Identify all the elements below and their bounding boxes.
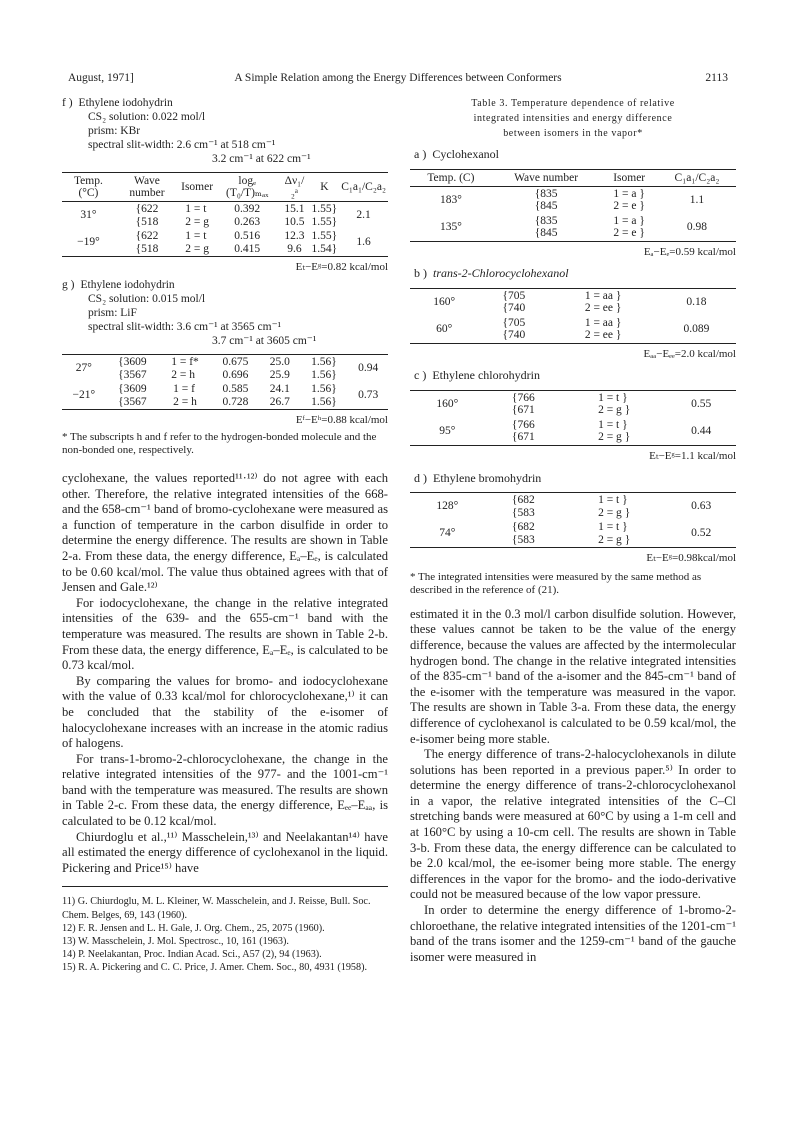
ratio-cell: 0.94 bbox=[358, 362, 379, 375]
value: 766 bbox=[517, 418, 535, 431]
value: 2 = ee bbox=[584, 329, 614, 342]
value: 2 = ee bbox=[584, 302, 614, 315]
dv-cell bbox=[260, 355, 300, 383]
data-table-3d bbox=[410, 492, 736, 548]
value: 0.392 bbox=[234, 203, 261, 215]
value: 682 bbox=[517, 521, 535, 534]
value: 835 bbox=[540, 187, 558, 200]
condition-line: prism: LiF bbox=[88, 307, 137, 319]
energy-difference: Eₐ−Eₑ=0.59 kcal/mol bbox=[643, 245, 736, 258]
value: 845 bbox=[540, 227, 558, 240]
col-header: Δν₁/₂ᵃ bbox=[279, 173, 309, 202]
value: 845 bbox=[540, 200, 558, 213]
section-title: Ethylene iodohydrin bbox=[80, 279, 175, 291]
value: 740 bbox=[508, 302, 526, 315]
value: 766 bbox=[517, 391, 535, 404]
value: 682 bbox=[517, 494, 535, 507]
temp-cell: 95° bbox=[439, 425, 456, 438]
value: 1 = t bbox=[598, 494, 620, 507]
condition-line: 3.7 cm⁻¹ at 3605 cm⁻¹ bbox=[212, 335, 317, 347]
log-cell bbox=[215, 202, 279, 230]
value: 1.56 bbox=[311, 356, 332, 368]
col-header: C₁a₁/C₂a₂ bbox=[658, 169, 736, 186]
value: 1 = f bbox=[173, 383, 195, 395]
value: 0.415 bbox=[234, 242, 261, 255]
caption-line: integrated intensities and energy difference bbox=[473, 113, 673, 124]
dv-cell bbox=[279, 202, 309, 230]
data-table-3c bbox=[410, 390, 736, 446]
table-footnote: * The integrated intensities were measured by the same method as described in the reference of (21). bbox=[410, 570, 702, 596]
section-label: f ) bbox=[62, 97, 73, 109]
value: 1.55 bbox=[311, 215, 332, 228]
table-row bbox=[410, 493, 736, 521]
table-2g-block bbox=[62, 278, 388, 457]
left-column bbox=[62, 96, 388, 975]
right-column bbox=[410, 96, 736, 965]
value: 1.55 bbox=[311, 203, 332, 215]
reference-item: 12) F. R. Jensen and L. H. Gale, J. Org. Chem., 25, 2075 (1960). bbox=[62, 922, 325, 934]
iso-cell: 1 = t } 2 = g } bbox=[598, 494, 631, 519]
value: 1 = a bbox=[613, 214, 637, 227]
col-header: Wave number bbox=[115, 173, 179, 202]
iso-cell: 1 = a } 2 = e } bbox=[613, 187, 645, 213]
references bbox=[62, 886, 388, 974]
table-row bbox=[410, 186, 736, 214]
k-cell: 1.55} 1.54} bbox=[311, 230, 338, 255]
section-heading bbox=[414, 147, 736, 163]
dv-cell bbox=[260, 382, 300, 410]
log-cell bbox=[215, 229, 279, 257]
ratio-cell: 0.73 bbox=[358, 389, 379, 402]
wn-cell: {682 {583 bbox=[511, 521, 535, 546]
value: 9.6 bbox=[287, 242, 302, 255]
temp-cell: 31° bbox=[80, 209, 97, 222]
value: 671 bbox=[517, 431, 535, 444]
value: 2 = h bbox=[173, 395, 197, 408]
value: 1.56 bbox=[311, 383, 332, 395]
value: 0.263 bbox=[234, 215, 261, 228]
paragraph: estimated it in the 0.3 mol/l carbon disulfide solution. However, these values cannot be taken to be the value of the energy difference, because the values are affected by the intermolecular hydrogen bond. The change in the relative integrated intensities of the 835-cm⁻¹ band of the a-isomer and the 845-cm⁻¹ band of the e-isomer with the temperature was measured in the vapor. The results are shown in Table 3-a. From these data, the energy difference of cyclohexanol is calculated to be 0.59 kcal/mol, the e-isomer being more stable. bbox=[410, 606, 736, 746]
value: 1 = a bbox=[613, 187, 637, 200]
table-row bbox=[410, 288, 736, 316]
value: 2 = g bbox=[185, 242, 209, 255]
ratio-cell: 0.63 bbox=[691, 500, 712, 513]
value: 0.696 bbox=[222, 368, 249, 381]
energy-difference: Eₜ−Eᵍ=1.1 kcal/mol bbox=[649, 449, 736, 462]
section-title: Ethylene chlorohydrin bbox=[432, 368, 540, 383]
log-cell bbox=[211, 382, 260, 410]
table-3-caption bbox=[410, 96, 736, 141]
ratio-cell: 0.18 bbox=[686, 296, 707, 309]
value: 1.54 bbox=[311, 242, 332, 255]
table-row bbox=[62, 229, 388, 257]
col-header: Isomer bbox=[600, 169, 658, 186]
iso-cell bbox=[179, 202, 215, 230]
table-row bbox=[410, 418, 736, 446]
condition-line: CS₂ solution: 0.022 mol/l bbox=[88, 111, 206, 123]
header-date: August, 1971] bbox=[68, 72, 134, 84]
paragraph: For iodocyclohexane, the change in the relative integrated intensities of the 639- and the 655-cm⁻¹ band with the temperature was measured. The results are shown in Table 2-b. From these data, the energy difference, Eₐ–Eₑ, is calculated to be 0.73 kcal/mol. bbox=[62, 595, 388, 673]
energy-difference: Eₜ−Eᵍ=0.98kcal/mol bbox=[646, 552, 736, 565]
ratio-cell: 0.44 bbox=[691, 425, 712, 438]
wn-cell: {622 {518 bbox=[135, 203, 159, 228]
k-cell: 1.55} 1.55} bbox=[311, 203, 338, 228]
value: 1 = t bbox=[185, 203, 207, 215]
temp-cell: 135° bbox=[439, 220, 462, 233]
value: 2 = g bbox=[598, 506, 622, 519]
col-header: Wave number bbox=[492, 169, 601, 186]
section-label: c ) bbox=[414, 368, 427, 383]
value: 583 bbox=[517, 533, 535, 546]
wn-cell: {622 {518 bbox=[135, 230, 159, 255]
energy-difference: Eₐₐ−Eₑₑ=2.0 kcal/mol bbox=[643, 347, 736, 360]
value: 1 = t bbox=[598, 521, 620, 534]
table-row bbox=[62, 202, 388, 230]
wn-cell: {766 {671 bbox=[511, 391, 535, 417]
dv-cell bbox=[279, 229, 309, 257]
ratio-cell: 1.6 bbox=[356, 236, 371, 249]
value: 3567 bbox=[123, 368, 147, 381]
value: 12.3 bbox=[284, 230, 305, 242]
data-table-2f bbox=[62, 172, 388, 257]
section-title: Ethylene iodohydrin bbox=[78, 97, 173, 109]
value: 3609 bbox=[123, 356, 147, 368]
ratio-cell: 0.52 bbox=[691, 527, 712, 540]
table-row bbox=[62, 355, 388, 383]
value: 15.1 bbox=[284, 203, 305, 215]
iso-cell bbox=[179, 229, 215, 257]
value: 0.675 bbox=[222, 356, 249, 368]
ratio-cell: 0.55 bbox=[691, 398, 712, 411]
value: 1.55 bbox=[311, 230, 332, 242]
data-table-3b bbox=[410, 288, 736, 344]
paragraph: The energy difference of trans-2-halocyclohexanols in dilute solutions has been reported in a previous paper.⁵⁾ In order to determine the energy difference of trans-2-chlorocyclohexanol in a vapor, the relative integrated intensities of the C–Cl stretching bands were measured at 60°C by using a 1-m cell and at 160°C by using a 10-cm cell. The results are shown in Table 3-b. From these data, the energy difference can be calculated to be 2.0 kcal/mol, the ee-isomer being more stable. The energy differences in the vapor for the bromo- and the iodo-derivative could not be measured because of the low vapor pressure. bbox=[410, 747, 736, 902]
value: 705 bbox=[508, 316, 526, 329]
wn-cell: {3609 {3567 bbox=[118, 383, 147, 408]
value: 740 bbox=[508, 329, 526, 342]
iso-cell bbox=[159, 355, 211, 383]
reference-item: 11) G. Chiurdoglu, M. L. Kleiner, W. Masschelein, and J. Reisse, Bull. Soc. Chem. Belges, 69, 143 (1960). bbox=[62, 896, 371, 921]
ratio-cell: 0.98 bbox=[686, 220, 708, 233]
wn-cell: {835 {845 bbox=[534, 214, 558, 240]
ratio-cell: 0.089 bbox=[683, 323, 710, 336]
value: 1 = t bbox=[598, 418, 620, 431]
col-header: K bbox=[310, 173, 340, 202]
table-row bbox=[410, 214, 736, 242]
temp-cell: 27° bbox=[75, 362, 92, 375]
paragraph: cyclohexane, the values reported¹¹·¹²⁾ do not agree with each other. Therefore, the relative integrated intensities of the 668- and the 658-cm⁻¹ band of bromo-cyclohexane were measured as a function of temperature in the carbon disulfide in order to determine the energy difference. The results are shown in Table 2-a. From these data, the energy difference, Eₐ–Eₑ, is calculated to be 0.60 kcal/mol. The value thus obtained agrees with that of Jensen and Gale.¹²⁾ bbox=[62, 471, 388, 595]
paragraph: For trans-1-bromo-2-chlorocyclohexane, the change in the relative integrated intensities of the 977- and the 1001-cm⁻¹ band with the temperature was measured. The results are shown in Table 2-c. From these data, the energy difference, Eₑₑ–Eₐₐ, is calculated to be 0.12 kcal/mol. bbox=[62, 751, 388, 829]
wn-cell: {705 {740 bbox=[502, 316, 526, 342]
value: 2 = e bbox=[613, 227, 637, 240]
value: 1 = t bbox=[185, 230, 207, 242]
reference-item: 13) W. Masschelein, J. Mol. Spectrosc., 10, 161 (1963). bbox=[62, 936, 289, 948]
value: 0.516 bbox=[234, 230, 261, 242]
iso-cell: 1 = t } 2 = g } bbox=[598, 391, 631, 417]
temp-cell: 183° bbox=[439, 193, 462, 206]
table-row bbox=[410, 520, 736, 548]
k-cell: 1.56} 1.56} bbox=[311, 383, 337, 408]
iso-cell: 1 = t } 2 = g } bbox=[598, 418, 631, 444]
wn-cell: {835 {845 bbox=[534, 187, 558, 213]
col-header: Isomer bbox=[179, 173, 215, 202]
col-header: Temp. (°C) bbox=[62, 173, 115, 202]
iso-cell: 1 = t } 2 = g } bbox=[598, 521, 631, 546]
value: 622 bbox=[141, 203, 159, 215]
value: 0.585 bbox=[222, 383, 249, 395]
wn-cell: {3609 {3567 bbox=[118, 356, 147, 381]
ratio-cell: 1.1 bbox=[689, 193, 705, 206]
body-text bbox=[62, 471, 388, 876]
section-label: d ) bbox=[414, 470, 427, 485]
value: 3609 bbox=[123, 383, 147, 395]
section-heading bbox=[414, 471, 736, 487]
temp-cell: 128° bbox=[436, 500, 459, 513]
ratio-cell: 2.1 bbox=[356, 209, 371, 222]
paragraph: In order to determine the energy difference of 1-bromo-2-chloroethane, the relative integrated intensities of the 1201-cm⁻¹ band of the trans isomer and the 1259-cm⁻¹ band of the gauche isomer were measured in bbox=[410, 903, 736, 964]
table-row bbox=[410, 316, 736, 344]
value: 10.5 bbox=[284, 215, 305, 228]
value: 518 bbox=[141, 242, 159, 255]
value: 1 = f* bbox=[171, 356, 199, 368]
value: 2 = g bbox=[598, 404, 622, 417]
iso-cell: 1 = aa } 2 = ee } bbox=[584, 316, 622, 342]
temp-cell: 60° bbox=[436, 323, 453, 336]
value: 583 bbox=[517, 506, 535, 519]
col-header: Temp. (C) bbox=[410, 169, 492, 186]
iso-cell bbox=[159, 382, 211, 410]
value: 671 bbox=[517, 404, 535, 417]
table-row bbox=[410, 390, 736, 418]
value: 1 = t bbox=[598, 391, 620, 404]
section-label: g ) bbox=[62, 279, 75, 291]
condition-line: 3.2 cm⁻¹ at 622 cm⁻¹ bbox=[212, 153, 311, 165]
value: 24.1 bbox=[269, 383, 290, 395]
condition-line: prism: KBr bbox=[88, 125, 141, 137]
k-cell: 1.56} 1.56} bbox=[311, 356, 337, 381]
table-row bbox=[62, 382, 388, 410]
col-header: logₑ (T₀/T)ₘₐₓ bbox=[215, 173, 279, 202]
table-footnote: * The subscripts h and f refer to the hydrogen-bonded molecule and the non-bonded one, respectively. bbox=[62, 431, 377, 456]
table-2f-block bbox=[62, 96, 388, 274]
condition-line: spectral slit-width: 2.6 cm⁻¹ at 518 cm⁻¹ bbox=[88, 139, 276, 151]
section-title: trans-2-Chlorocyclohexanol bbox=[433, 266, 569, 281]
value: 25.0 bbox=[269, 356, 290, 368]
wn-cell: {766 {671 bbox=[511, 418, 535, 444]
temp-cell: −19° bbox=[77, 236, 100, 249]
value: 1.56 bbox=[311, 368, 332, 381]
caption-line: Table 3. Temperature dependence of relative bbox=[471, 98, 675, 109]
temp-cell: 160° bbox=[436, 398, 459, 411]
energy-difference: Eₜ−Eᵍ=0.82 kcal/mol bbox=[295, 261, 388, 273]
value: 622 bbox=[141, 230, 159, 242]
log-cell bbox=[211, 355, 260, 383]
body-text bbox=[410, 607, 736, 966]
value: 3567 bbox=[123, 395, 147, 408]
section-label: b ) bbox=[414, 266, 427, 281]
value: 2 = h bbox=[171, 368, 195, 381]
paragraph: Chiurdoglu et al.,¹¹⁾ Masschelein,¹³⁾ and Neelakantan¹⁴⁾ have all estimated the energy difference of cyclohexanol in the liquid. Pickering and Price¹⁵⁾ have bbox=[62, 829, 388, 875]
section-title: Ethylene bromohydrin bbox=[433, 470, 542, 485]
condition-line: CS₂ solution: 0.015 mol/l bbox=[88, 293, 206, 305]
value: 518 bbox=[141, 215, 159, 228]
temp-cell: 160° bbox=[433, 296, 456, 309]
paragraph: By comparing the values for bromo- and iodocyclohexane with the value of 0.33 kcal/mol for chlorocyclohexane,¹⁾ it can be concluded that the stability of the e-isomer of halocyclohexane increases with an increase in the atomic radius of halogens. bbox=[62, 673, 388, 751]
value: 835 bbox=[540, 214, 558, 227]
reference-item: 14) P. Neelakantan, Proc. Indian Acad. Sci., A57 (2), 94 (1963). bbox=[62, 949, 322, 961]
data-table-2g bbox=[62, 354, 388, 410]
iso-cell: 1 = a } 2 = e } bbox=[613, 214, 645, 240]
value: 1 = aa bbox=[584, 289, 614, 302]
section-label: a ) bbox=[414, 147, 427, 161]
value: 705 bbox=[508, 289, 526, 302]
wn-cell: {682 {583 bbox=[511, 494, 535, 519]
value: 2 = g bbox=[598, 431, 622, 444]
value: 2 = g bbox=[598, 533, 622, 546]
header-title: A Simple Relation among the Energy Differences between Conformers bbox=[234, 72, 562, 84]
reference-item: 15) R. A. Pickering and C. C. Price, J. Amer. Chem. Soc., 80, 4931 (1958). bbox=[62, 962, 368, 974]
energy-difference: Eᶠ−Eʰ=0.88 kcal/mol bbox=[295, 414, 388, 426]
temp-cell: 74° bbox=[439, 527, 456, 540]
value: 0.728 bbox=[222, 395, 249, 408]
section-title: Cyclohexanol bbox=[432, 147, 499, 161]
temp-cell: −21° bbox=[72, 389, 96, 402]
data-table-3a bbox=[410, 169, 736, 242]
value: 2 = e bbox=[613, 200, 637, 213]
value: 2 = g bbox=[185, 215, 209, 228]
value: 26.7 bbox=[269, 395, 290, 408]
value: 25.9 bbox=[269, 368, 290, 381]
section-heading bbox=[414, 266, 736, 282]
page-number: 2113 bbox=[705, 72, 728, 84]
caption-line: between isomers in the vapor* bbox=[503, 128, 643, 139]
value: 1.56 bbox=[311, 395, 332, 408]
section-heading bbox=[414, 368, 736, 384]
condition-line: spectral slit-width: 3.6 cm⁻¹ at 3565 cm⁻¹ bbox=[88, 321, 282, 333]
col-header: C₁a₁/C₂a₂ bbox=[339, 173, 388, 202]
value: 1 = aa bbox=[584, 316, 614, 329]
iso-cell: 1 = aa } 2 = ee } bbox=[584, 289, 622, 315]
wn-cell: {705 {740 bbox=[502, 289, 526, 315]
